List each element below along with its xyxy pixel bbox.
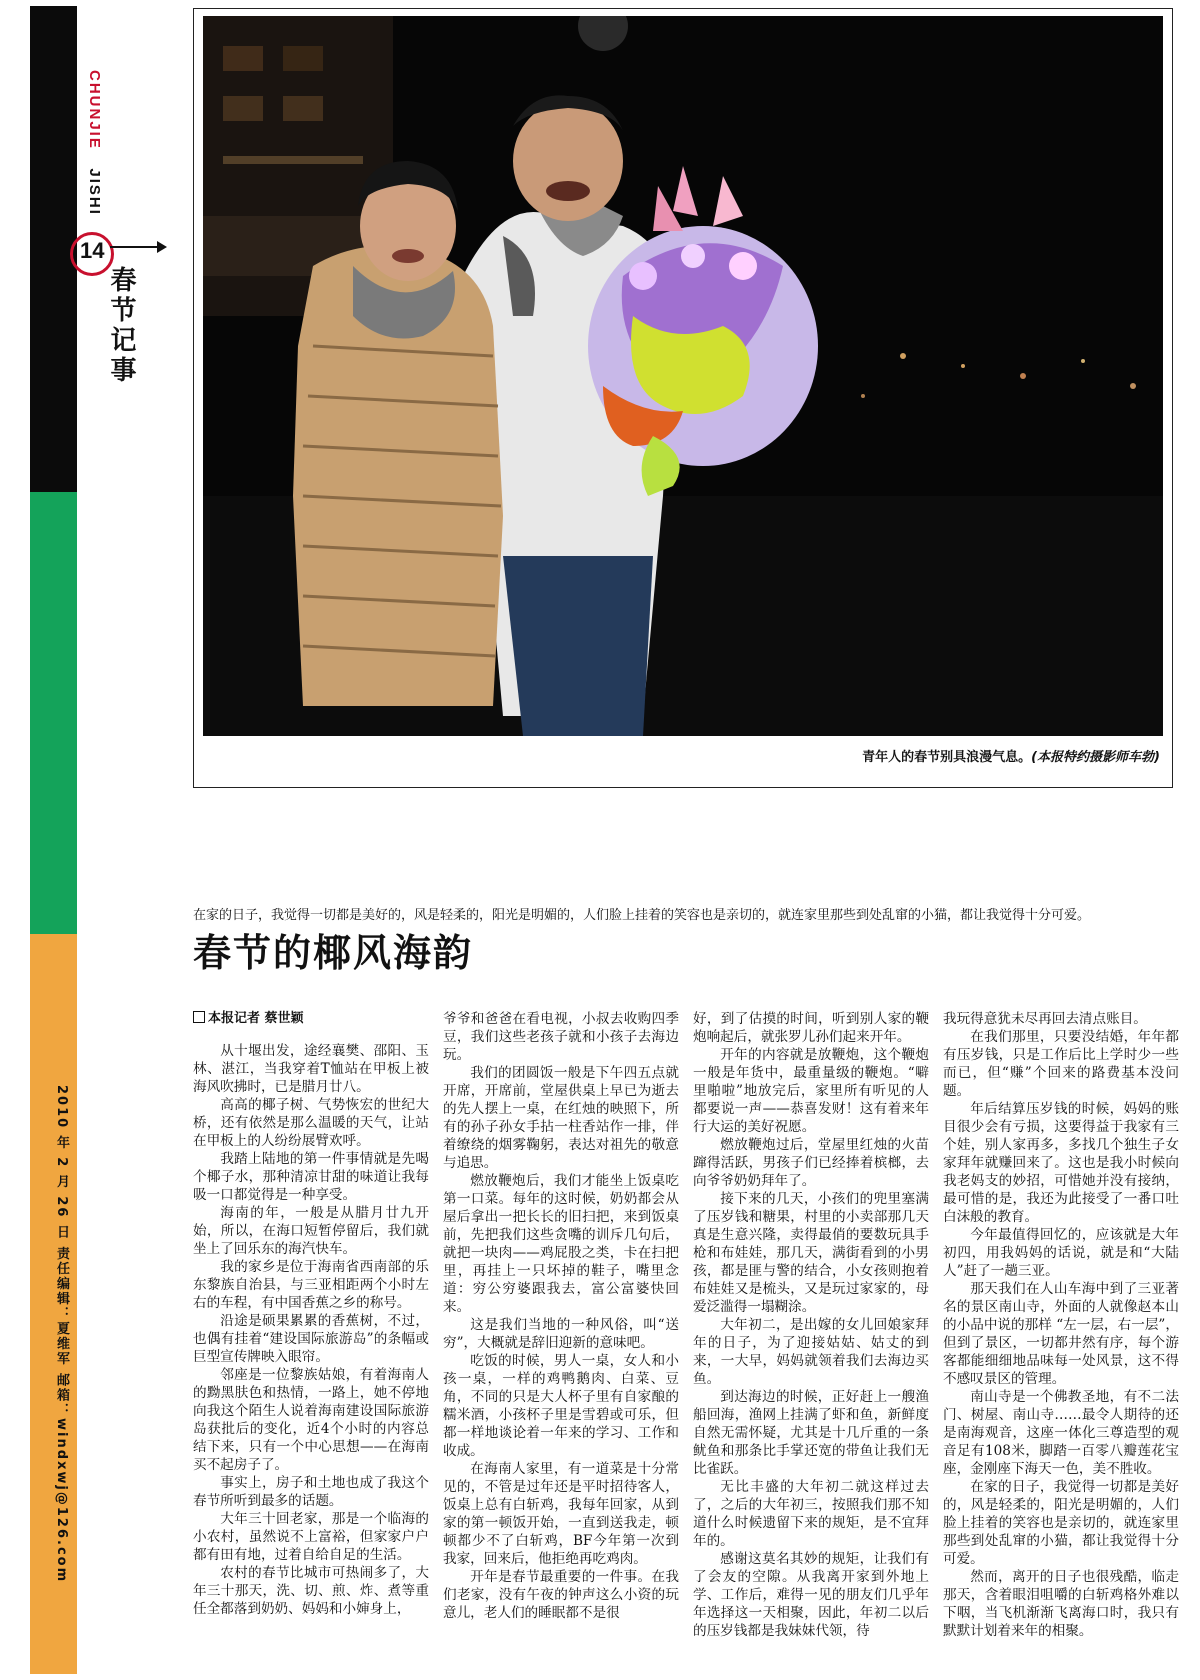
paragraph: 我踏上陆地的第一件事情就是先喝个椰子水，那种清凉甘甜的味道让我每吸一口都觉得是一种享受。: [193, 1151, 429, 1203]
paragraph: 无比丰盛的大年初二就这样过去了，之后的大年初三，按照我们那不知道什么时候遗留下来的规矩，是不宜拜年的。: [693, 1479, 929, 1549]
paragraph: 事实上，房子和土地也成了我这个春节所听到最多的话题。: [193, 1475, 429, 1509]
pinyin-chunjie: CHUNJIE: [86, 70, 103, 150]
paragraph: 在我们那里，只要没结婚，年年都有压岁钱，只是工作后比上学时少一些而已，但“赚”个回来的路费基本没问题。: [943, 1029, 1179, 1099]
paragraph: 燃放鞭炮后，我们才能坐上饭桌吃第一口菜。每年的这时候，奶奶都会从屋后拿出一把长长的旧扫把，来到饭桌前，先把我们这些贪嘴的训斥几句后，就把一块肉——鸡屁股之类，卡在扫把里，再挂上一只坏掉的鞋子，嘴里念道：穷公穷婆跟我去，富公富婆快回来。: [443, 1173, 679, 1315]
band-green: [30, 492, 77, 934]
paragraph: 吃饭的时候，男人一桌，女人和小孩一桌，一样的鸡鸭鹅肉、白菜、豆角，不同的只是大人杯子里有自家酿的糯米酒，小孩杯子里是雪碧或可乐，但都一样地谈论着一年来的学习、工作和收成。: [443, 1353, 679, 1459]
article-headline: 春节的椰风海韵: [193, 930, 474, 975]
article-column-4: [943, 1010, 1179, 1676]
paragraph: 在家的日子，我觉得一切都是美好的，风是轻柔的，阳光是明媚的，人们脸上挂着的笑容也是亲切的，就连家里那些到处乱窜的小猫，都让我觉得十分可爱。: [943, 1479, 1179, 1567]
byline-text: 本报记者 蔡世颖: [208, 1011, 304, 1026]
paragraph: 爷爷和爸爸在看电视，小叔去收购四季豆，我们这些老孩子就和小孩子去海边玩。: [443, 1011, 679, 1063]
paragraph: 我们的团圆饭一般是下午四五点就开席，开席前，堂屋供桌上早已为逝去的先人摆上一桌，在红烛的映照下，所有的孙子孙女手拈一柱香站作一排，伴着缭绕的烟雾鞠躬，表达对祖先的敬意与追思。: [443, 1065, 679, 1171]
paragraph: 大年三十回老家，那是一个临海的小农村，虽然说不上富裕，但家家户户都有田有地，过着自给自足的生活。: [193, 1511, 429, 1563]
paragraph: 开年的内容就是放鞭炮，这个鞭炮一般是年货中，最重量级的鞭炮。“噼里啪啦”地放完后，家里所有听见的人都要说一声——恭喜发财！这有着来年行大运的美好祝愿。: [693, 1047, 929, 1135]
paragraph: 到达海边的时候，正好赶上一艘渔船回海，渔网上挂满了虾和鱼，新鲜度自然无需怀疑，尤其是十几斤重的一条鱿鱼和那条比手掌还宽的带鱼让我们无比雀跃。: [693, 1389, 929, 1477]
paragraph: 在海南人家里，有一道菜是十分常见的，不管是过年还是平时招待客人，饭桌上总有白斩鸡，我每年回家，从到家的第一顿饭开始，一直到送我走，顿顿都少不了白斩鸡，BF今年第一次到我家，回来后，他拒绝再吃鸡肉。: [443, 1461, 679, 1567]
couple-with-flowers-image: [203, 16, 1163, 736]
paragraph: 接下来的几天，小孩们的兜里塞满了压岁钱和糖果，村里的小卖部那几天真是生意兴隆，卖得最俏的要数玩具手枪和布娃娃，那几天，满街看到的小男孩，都是匪与警的结合，小女孩则抱着布娃娃又是梳头，又是玩过家家的，母爱泛滥得一塌糊涂。: [693, 1191, 929, 1315]
article-column-2: [443, 1010, 679, 1676]
photo-caption: [862, 746, 1160, 765]
article-column-3: [693, 1010, 929, 1676]
paragraph: 那天我们在人山车海中到了三亚著名的景区南山寺，外面的人就像赵本山的小品中说的那样 “左一层，右一层”，但到了景区，一切都井然有序，每个游客都能细细地品味每一处风景，这不得不感叹景区的管理。: [943, 1281, 1179, 1387]
paragraph: 开年是春节最重要的一件事。在我们老家，没有午夜的钟声这么小资的玩意儿，老人们的睡眠都不是很: [443, 1569, 679, 1621]
paragraph: 大年初二，是出嫁的女儿回娘家拜年的日子，为了迎接姑姑、姑丈的到来，一大早，妈妈就领着我们去海边买鱼。: [693, 1317, 929, 1387]
byline: [193, 1010, 429, 1028]
pinyin-jishi: JISHI: [86, 168, 103, 216]
caption-text: 青年人的春节别具浪漫气息。: [862, 750, 1032, 765]
page-footer-date-editor: 2010 年 2 月 26 日 责任编辑：夏维军 邮箱：windxwj@126.com: [54, 1085, 69, 1584]
paragraph: 农村的春节比城市可热闹多了，大年三十那天，洗、切、煎、炸、煮等重任全都落到奶奶、妈妈和小婶身上，: [193, 1565, 429, 1617]
arrow-right-icon: [110, 246, 165, 248]
paragraph: 这是我们当地的一种风俗，叫“送穷”，大概就是辞旧迎新的意味吧。: [443, 1317, 679, 1351]
paragraph: 沿途是硕果累累的香蕉树，不过，也偶有挂着“建设国际旅游岛”的条幅或巨型宣传牌映入眼帘。: [193, 1313, 429, 1365]
paragraph: 我的家乡是位于海南省西南部的乐东黎族自治县，与三亚相距两个小时左右的车程，有中国香蕉之乡的称号。: [193, 1259, 429, 1311]
article-column-1: [193, 1010, 429, 1676]
paragraph: 今年最值得回忆的，应该就是大年初四，用我妈妈的话说，就是和“大陆人”赶了一趟三亚。: [943, 1227, 1179, 1279]
column-title: 春节记事: [106, 266, 136, 386]
couple-photo: [203, 16, 1163, 736]
paragraph: 感谢这莫名其妙的规矩，让我们有了会友的空隙。从我离开家到外地上学、工作后，难得一见的朋友们几乎年年选择这一天相聚，因此，年初二以后的压岁钱都是我妹妹代领，待: [693, 1551, 929, 1639]
section-pinyin: [86, 70, 103, 216]
paragraph: 南山寺是一个佛教圣地，有不二法门、树屋、南山寺……最令人期待的还是南海观音，这座一体化三尊造型的观音足有108米，脚踏一百零八瓣莲花宝座，金刚座下海天一色，美不胜收。: [943, 1389, 1179, 1477]
article-body: [193, 1010, 1183, 1676]
paragraph: 邻座是一位黎族姑娘，有着海南人的黝黑肤色和热情，一路上，她不停地向我这个陌生人说着海南建设国际旅游岛获批后的变化，近4个小时的内容总结下来，只有一个中心思想——在海南买不起房子了。: [193, 1367, 429, 1473]
paragraph: 海南的年，一般是从腊月廿九开始，所以，在海口短暂停留后，我们就坐上了回乐东的海汽快车。: [193, 1205, 429, 1257]
article-lead: 在家的日子，我觉得一切都是美好的，风是轻柔的，阳光是明媚的，人们脸上挂着的笑容也是亲切的，就连家里那些到处乱窜的小猫，都让我觉得十分可爱。: [193, 908, 1091, 923]
paragraph: 从十堰出发，途经襄樊、邵阳、玉林、湛江，当我穿着T恤站在甲板上被海风吹拂时，已是腊月廿八。: [193, 1043, 429, 1095]
caption-credit: (本报特约摄影师车勃): [1031, 750, 1160, 765]
paragraph: 我玩得意犹未尽再回去清点账目。: [943, 1011, 1147, 1027]
paragraph: 好，到了估摸的时间，听到别人家的鞭炮响起后，就张罗儿孙们起来开年。: [693, 1011, 929, 1045]
paragraph: 然而，离开的日子也很残酷，临走那天，含着眼泪咀嚼的白斩鸡格外难以下咽，当飞机渐渐飞离海口时，我只有默默计划着来年的相聚。: [943, 1569, 1179, 1639]
byline-box-icon: [193, 1011, 205, 1023]
paragraph: 年后结算压岁钱的时候，妈妈的账目很少会有亏损，这要得益于我家有三个娃，别人家再多，多找几个独生子女家拜年就赚回来了。这也是我小时候向我老妈支的妙招，可惜她并没有接纳，最可惜的是，我还为此接受了一番口吐白沫般的教育。: [943, 1101, 1179, 1225]
paragraph: 燃放鞭炮过后，堂屋里红烛的火苗蹿得活跃，男孩子们已经捧着槟榔，去向爷爷奶奶拜年了。: [693, 1137, 929, 1189]
page-number: 14: [80, 238, 105, 263]
paragraph: 高高的椰子树、气势恢宏的世纪大桥，还有依然是那么温暖的天气，让站在甲板上的人纷纷展臂欢呼。: [193, 1097, 429, 1149]
